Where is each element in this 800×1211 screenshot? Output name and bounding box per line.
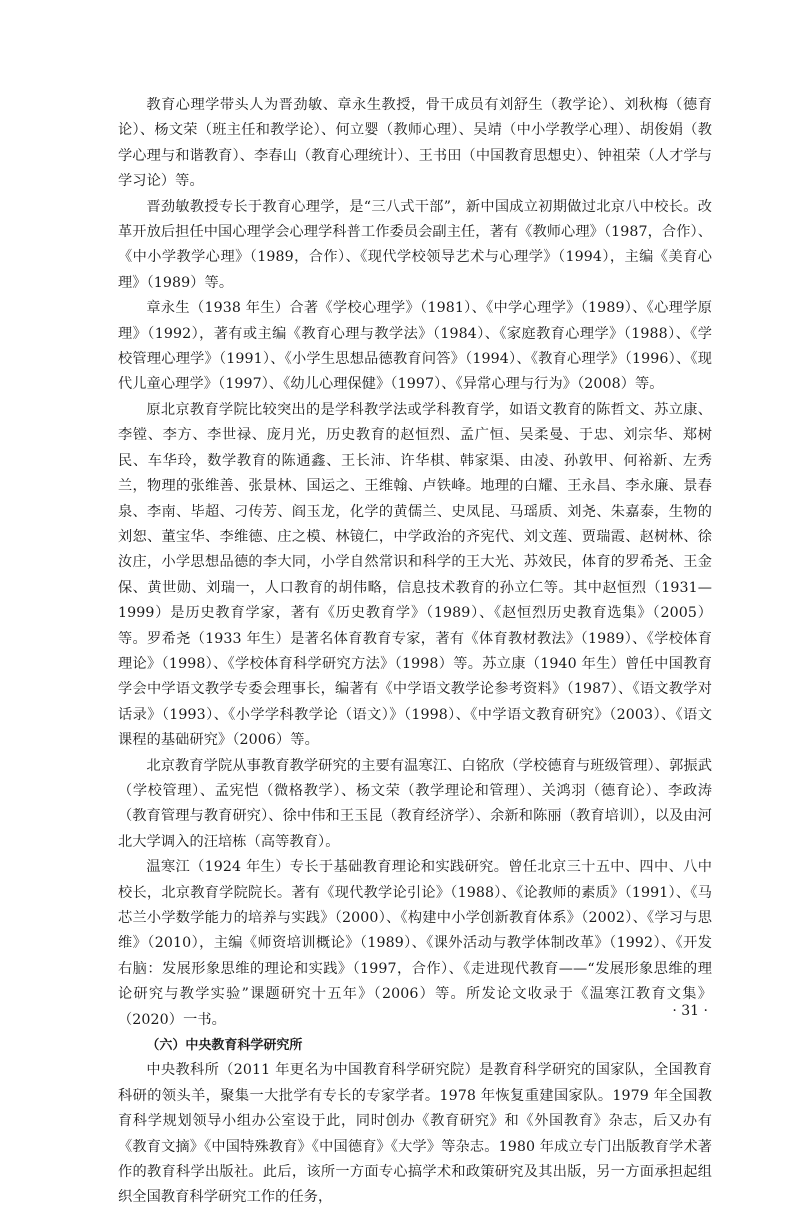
paragraph-jin-jinmin: 晋劲敏教授专长于教育心理学，是“三八式干部”，新中国成立初期做过北京八中校长。改革开放后担任中国心理学会心理学科普工作委员会副主任，著有《教师心理》（1987，合作）、《中小学教学心理》（1989，合作）、《现代学校领导艺术与心理学》（1994），主编《美育心理》（1989）等。 — [118, 198, 712, 291]
section-heading: （六）中央教育科学研究所 — [146, 1038, 303, 1054]
paragraph-education-research-staff: 北京教育学院从事教育教学研究的主要有温寒江、白铭欣（学校德育与班级管理）、郭振武（学校管理）、孟宪恺（微格教学）、杨文荣（教学理论和管理）、关鸿羽（德育论）、李政涛（教育管理与教育研究）、徐中伟和王玉昆（教育经济学）、余新和陈丽（教育培训），以及由河北大学调入的汪培栋（高等教育）。 — [118, 757, 712, 850]
paragraph-educational-psychology-leaders: 教育心理学带头人为晋劲敏、章永生教授，骨干成员有刘舒生（教学论）、刘秋梅（德育论）、杨文荣（班主任和教学论）、何立婴（教师心理）、吴靖（中小学教学心理）、胡俊娟（教学心理与和谐教育）、李春山（教育心理统计）、王书田（中国教育思想史）、钟祖荣（人才学与学习论）等。 — [118, 97, 712, 190]
paragraph-zhang-yongsheng: 章永生（1938 年生）合著《学校心理学》（1981）、《中学心理学》（1989）、《心理学原理》（1992），著有或主编《教育心理与教学法》（1984）、《家庭教育心理学》（1988）、《学校管理心理学》（1991）、《小学生思想品德教育问答》（1994）、《教育心理学》（1996）、《现代儿童心理学》（1997）、《幼儿心理保健》（1997）、《异常心理与行为》（2008）等。 — [118, 300, 712, 393]
paragraph-wen-hanjiang: 温寒江（1924 年生）专长于基础教育理论和实践研究。曾任北京三十五中、四中、八中校长，北京教育学院院长。著有《现代教学论引论》（1988）、《论教师的素质》（1991）、《马芯兰小学数学能力的培养与实践》（2000）、《构建中小学创新教育体系》（2002）、《学习与思维》（2010），主编《师资培训概论》（1989）、《课外活动与教学体制改革》（1992）、《开发右脑：发展形象思维的理论和实践》（1997，合作）、《走进现代教育——“发展形象思维的理论研究与教学实验”课题研究十五年》（2006）等。所发论文收录于《温寒江教育文集》（2020）一书。 — [118, 859, 712, 1028]
paragraph-central-institute: 中央教科所（2011 年更名为中国教育科学研究院）是教育科学研究的国家队，全国教育科研的领头羊，聚集一大批学有专长的专家学者。1978 年恢复重建国家队。1979 年全国教育科学规划领导小组办公室设于此，同时创办《教育研究》和《外国教育》杂志，后又办有《教育文摘》《中国特殊教育》《中国德育》《大学》等杂志。1980 年成立专门出版教育学术著作的教育科学出版社。此后，该所一方面专心搞学术和政策研究及其出版，另一方面承担起组织全国教育科学研究工作的任务， — [118, 1062, 712, 1206]
page-number: · 31 · — [672, 1003, 708, 1019]
paragraph-subject-teaching: 原北京教育学院比较突出的是学科教学法或学科教育学，如语文教育的陈哲文、苏立康、李镗、李方、李世禄、庞月光，历史教育的赵恒烈、孟广恒、吴柔曼、于忠、刘宗华、郑树民、车华玲，数学教育的陈通鑫、王长沛、许华棋、韩家渠、由凌、孙敦甲、何裕新、左秀兰，物理的张维善、张景林、国运之、王维翰、卢铁峰。地理的白耀、王永昌、李永廉、景春泉、李南、毕超、刁传芳、阎玉龙，化学的黄儒兰、史凤昆、马瑶质、刘尧、朱嘉泰，生物的刘恕、董宝华、李维德、庄之模、林镜仁，中学政治的齐宪代、刘文莲、贾瑞霞、赵树林、徐汝庄，小学思想品德的李大同，小学自然常识和科学的王大光、苏效民，体育的罗希尧、王金保、黄世勋、刘瑞一，人口教育的胡伟略，信息技术教育的孙立仁等。其中赵恒烈（1931—1999）是历史教育学家，著有《历史教育学》（1989）、《赵恒烈历史教育选集》（2005）等。罗希尧（1933 年生）是著名体育教育专家，著有《体育教材教法》（1989）、《学校体育理论》（1998）、《学校体育科学研究方法》（1998）等。苏立康（1940 年生）曾任中国教育学会中学语文教学专委会理事长，编著有《中学语文教学论参考资料》（1987）、《语文教学对话录》（1993）、《小学学科教学论（语文）》（1998）、《中学语文教育研究》（2003）、《语文课程的基础研究》（2006）等。 — [118, 401, 712, 749]
